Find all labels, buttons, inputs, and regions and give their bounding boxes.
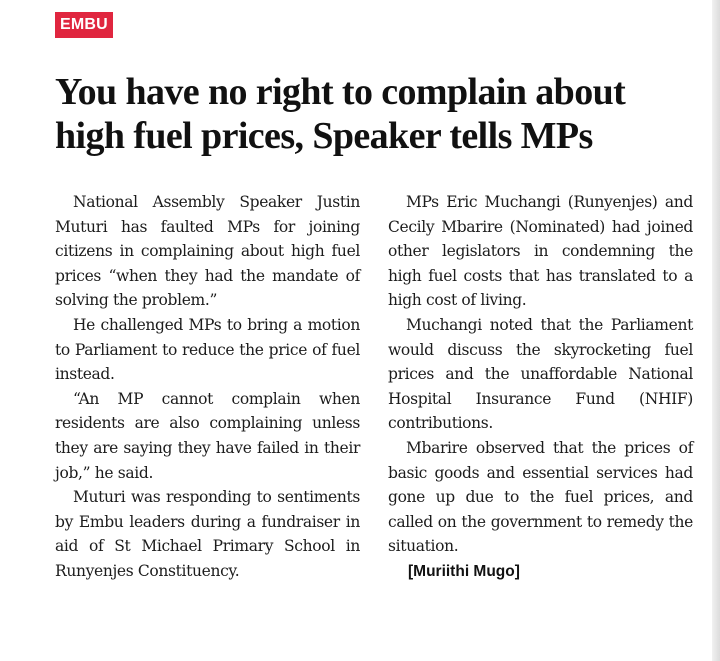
article-headline: You have no right to complain about high fuel prices, Speaker tells MPs [55,71,626,157]
article-paragraph: He challenged MPs to bring a motion to Parliament to reduce the price of fuel instead. [55,315,360,384]
article-paragraph: Muchangi noted that the Parliament would discuss the skyrocketing fuel prices and the unaffordable National Hospital Insurance Fund (NHIF) contributions. [388,315,693,433]
article-paragraph: National Assembly Speaker Justin Muturi has faulted MPs for joining citizens in complaining about high fuel prices “when they had the mandate of solving the problem.” [55,193,360,310]
article-column-left [55,190,360,584]
article-paragraph: MPs Eric Muchangi (Runyenjes) and Cecily Mbarire (Nominated) had joined other legislators in condemning the high fuel costs that has translated to a high cost of living. [388,193,693,310]
article-column-right [388,190,693,585]
article-byline: [Muriithi Mugo] [408,562,520,580]
article-paragraph: Mbarire observed that the prices of basic goods and essential services had gone up due to the fuel prices, and called on the government to remedy the situation. [388,438,693,556]
article-paragraph: “An MP cannot complain when residents are also complaining unless they are saying they have failed in their job,” he said. [55,389,360,482]
article-paragraph: Muturi was responding to sentiments by Embu leaders during a fundraiser in aid of St Michael Primary School in Runyenjes Constituency. [55,488,360,580]
section-tag: EMBU [55,12,113,38]
page-edge-shadow [712,0,720,661]
